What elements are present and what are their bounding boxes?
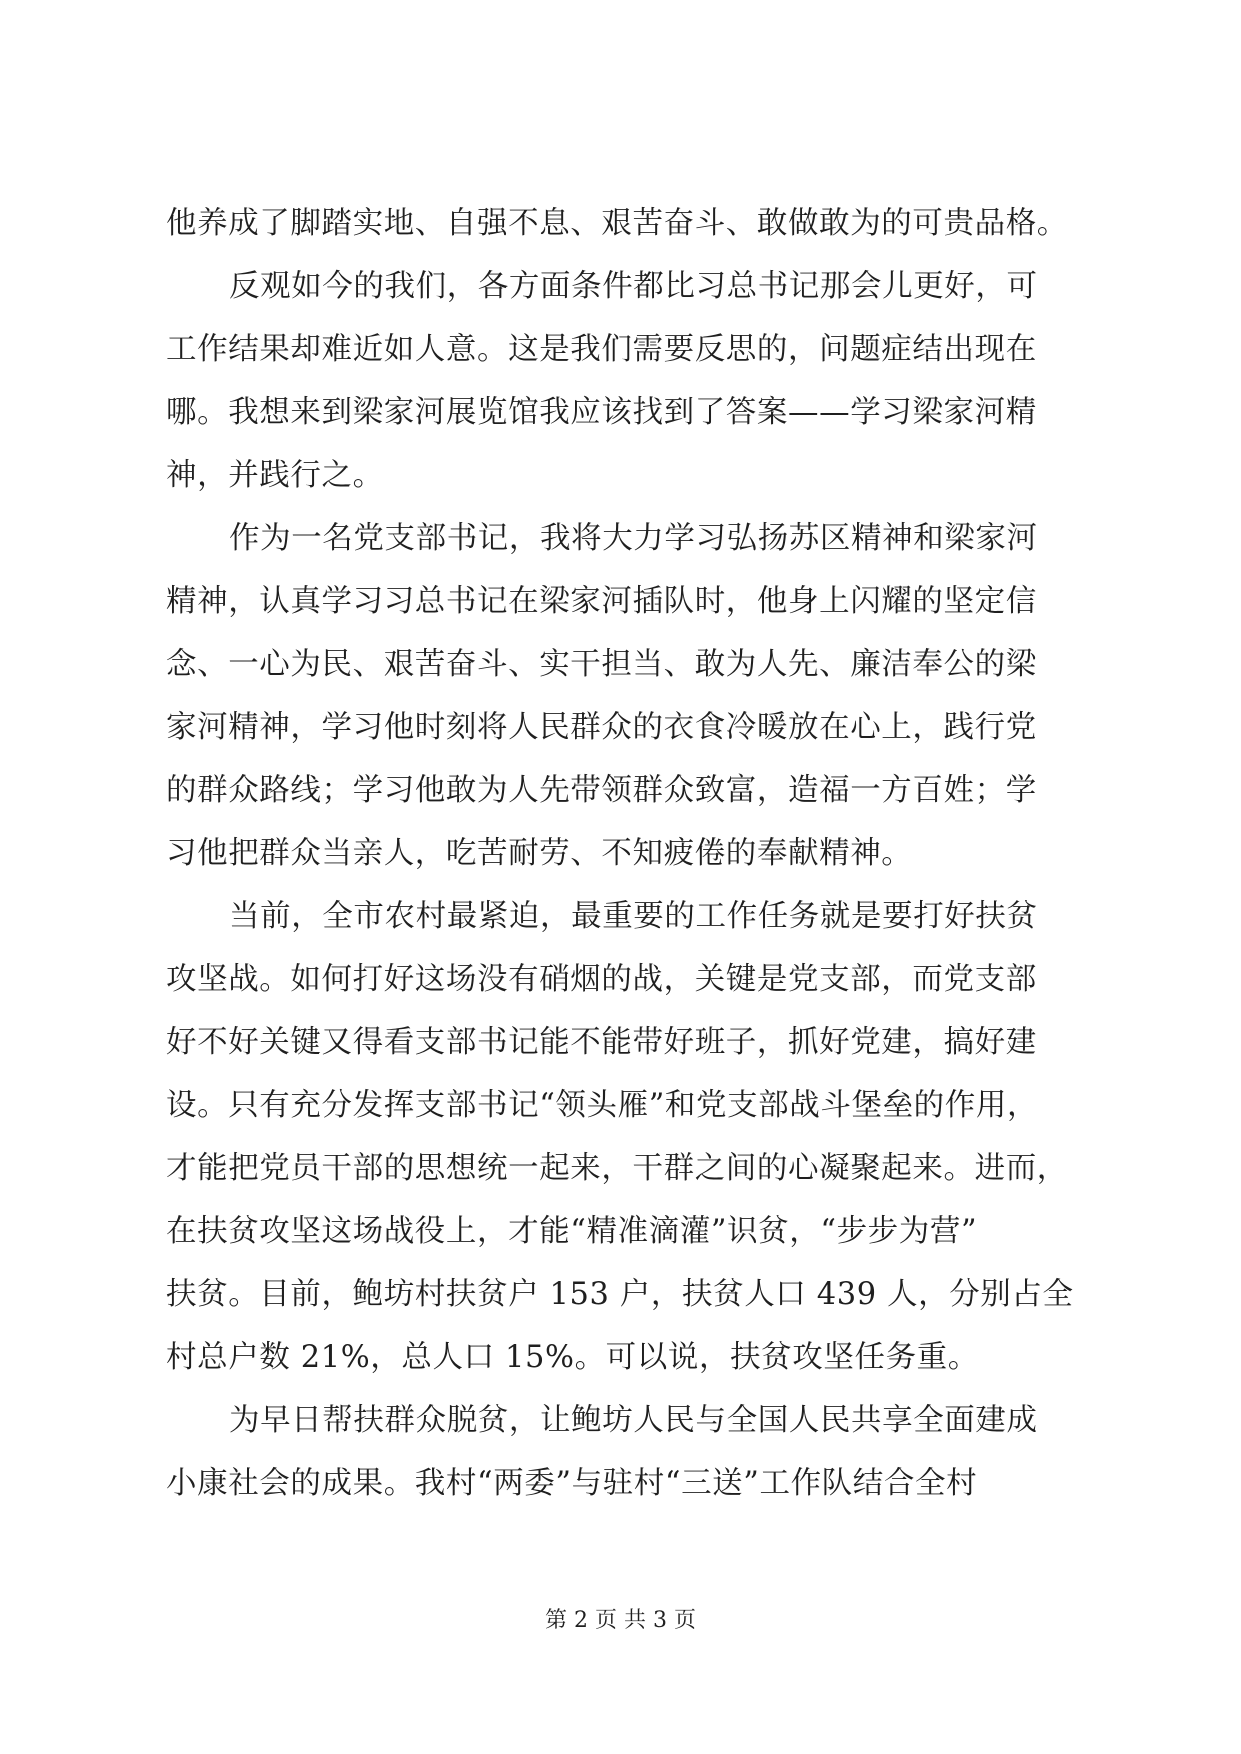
- text-line: 村总户数 21%，总人口 15%。可以说，扶贫攻坚任务重。: [166, 1340, 979, 1375]
- paragraph-1: [166, 192, 1086, 255]
- text-line: 工作结果却难近如人意。这是我们需要反思的，问题症结出现在: [166, 332, 1037, 367]
- paragraph-5: [166, 1389, 1086, 1515]
- page-footer: 第 2 页 共 3 页: [545, 1608, 696, 1633]
- text-line: 家河精神，学习他时刻将人民群众的衣食冷暖放在心上，践行党: [166, 710, 1037, 745]
- text-line: 习他把群众当亲人，吃苦耐劳、不知疲倦的奉献精神。: [166, 836, 913, 871]
- text-line: 他养成了脚踏实地、自强不息、艰苦奋斗、敢做敢为的可贵品格。: [166, 206, 1068, 241]
- text-line: 才能把党员干部的思想统一起来，干群之间的心凝聚起来。进而，: [166, 1151, 1068, 1186]
- text-line: 攻坚战。如何打好这场没有硝烟的战，关键是党支部，而党支部: [166, 962, 1037, 997]
- paragraph-4: [166, 885, 1086, 1389]
- document-body: [166, 192, 1086, 1515]
- text-line: 念、一心为民、艰苦奋斗、实干担当、敢为人先、廉洁奉公的梁: [166, 647, 1037, 682]
- text-line: 反观如今的我们，各方面条件都比习总书记那会儿更好，可: [229, 269, 1038, 304]
- text-line: 当前，全市农村最紧迫，最重要的工作任务就是要打好扶贫: [229, 899, 1038, 934]
- text-line: 在扶贫攻坚这场战役上，才能“精准滴灌”识贫，“步步为营”: [166, 1214, 978, 1249]
- text-line: 精神，认真学习习总书记在梁家河插队时，他身上闪耀的坚定信: [166, 584, 1037, 619]
- text-line: 设。只有充分发挥支部书记“领头雁”和党支部战斗堡垒的作用，: [166, 1088, 1039, 1123]
- text-line: 哪。我想来到梁家河展览馆我应该找到了答案——学习梁家河精: [166, 395, 1037, 430]
- text-line: 小康社会的成果。我村“两委”与驻村“三送”工作队结合全村: [166, 1466, 978, 1501]
- text-line: 为早日帮扶群众脱贫，让鲍坊人民与全国人民共享全面建成: [229, 1403, 1038, 1438]
- text-line: 扶贫。目前，鲍坊村扶贫户 153 户，扶贫人口 439 人，分别占全: [166, 1277, 1074, 1312]
- text-line: 作为一名党支部书记，我将大力学习弘扬苏区精神和梁家河: [229, 521, 1038, 556]
- paragraph-3: [166, 507, 1086, 885]
- paragraph-2: [166, 255, 1086, 507]
- text-line: 神，并践行之。: [166, 458, 384, 493]
- text-line: 好不好关键又得看支部书记能不能带好班子，抓好党建，搞好建: [166, 1025, 1037, 1060]
- text-line: 的群众路线；学习他敢为人先带领群众致富，造福一方百姓；学: [166, 773, 1037, 808]
